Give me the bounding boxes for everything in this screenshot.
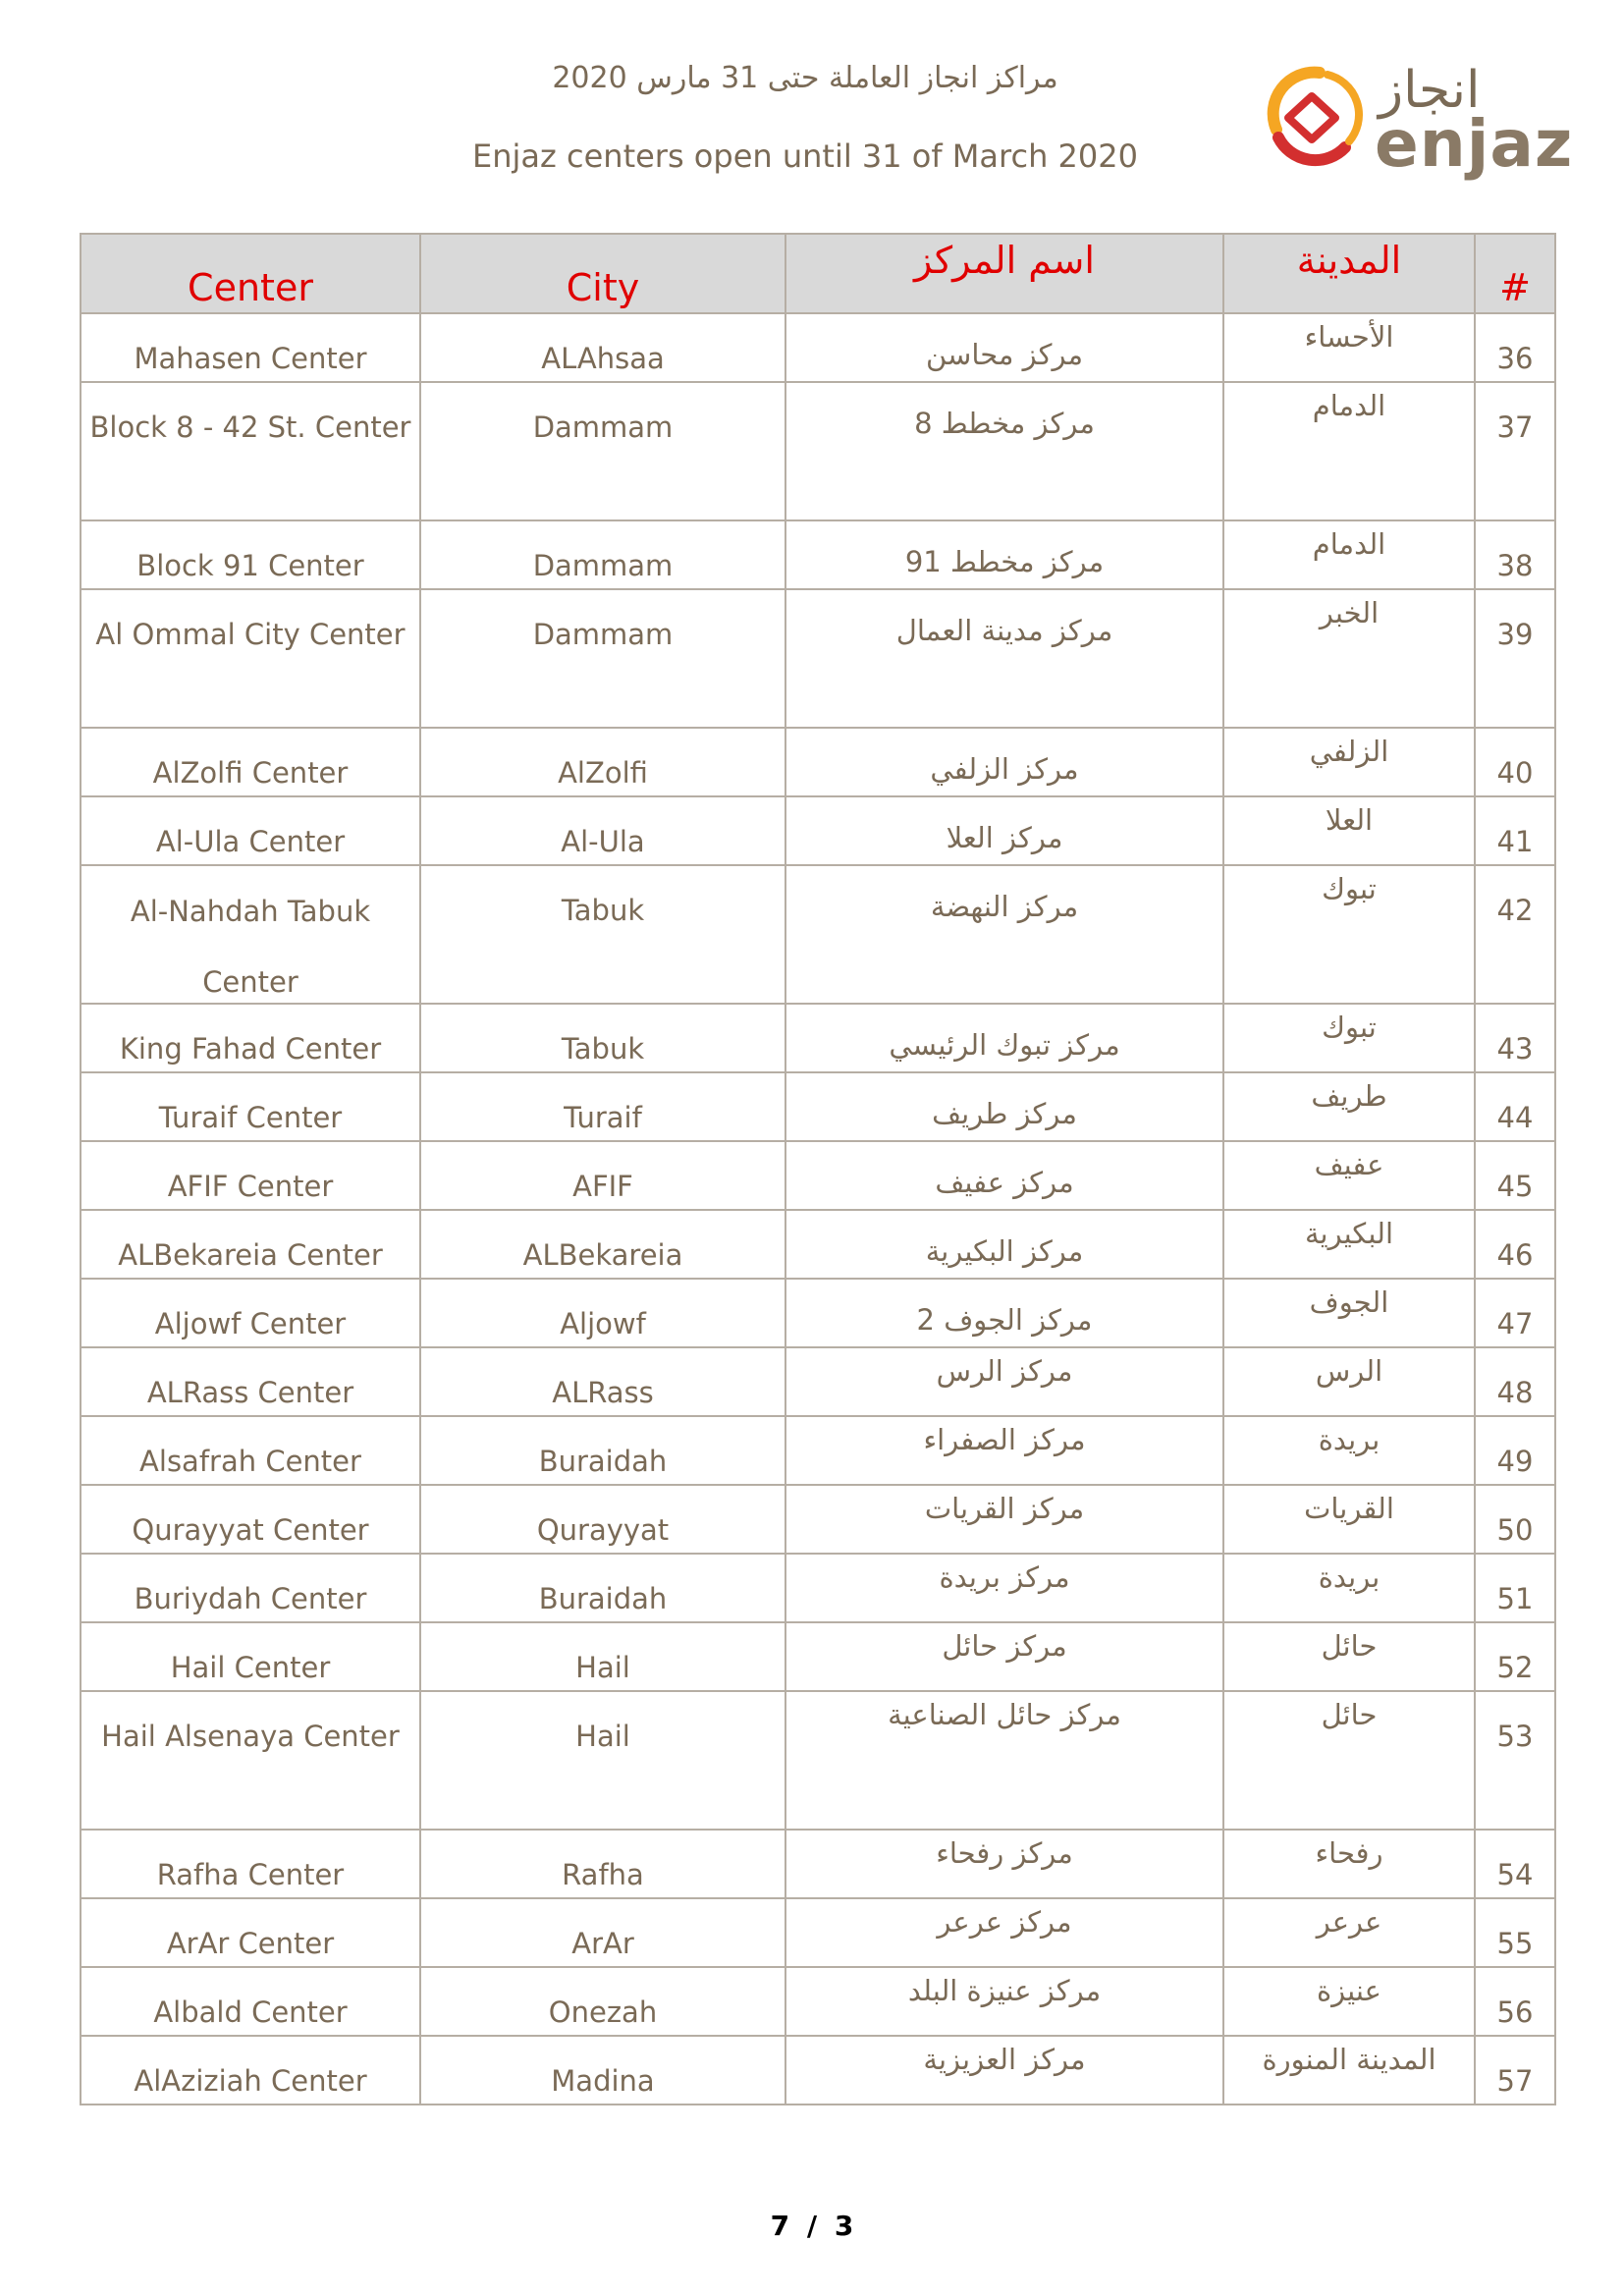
cell-center-name-arabic [785, 1898, 1223, 1967]
table-row [81, 1416, 1555, 1485]
cell-city-text: Dammam [532, 618, 674, 651]
cell-center-name-arabic [785, 1347, 1223, 1416]
cell-number [1475, 1830, 1555, 1898]
cell-center-text: AlZolfi Center [152, 756, 349, 790]
cell-number-text: 54 [1496, 1858, 1534, 1891]
cell-city-arabic [1223, 1072, 1475, 1141]
cell-number-text: 44 [1496, 1101, 1534, 1134]
cell-number-text: 37 [1496, 410, 1534, 444]
cell-center-name-arabic-text: مركز الزلفي [930, 752, 1079, 786]
cell-city-arabic-text: رفحاء [1315, 1836, 1383, 1870]
cell-city-arabic-text: طريف [1311, 1079, 1387, 1113]
header-city-arabic: المدينة [1223, 234, 1475, 313]
cell-center-name-arabic-text: مركز مخطط 8 [914, 407, 1095, 440]
header-city: City [420, 234, 785, 313]
cell-city-arabic [1223, 1004, 1475, 1072]
cell-city-arabic-text: الزلفي [1309, 735, 1389, 768]
cell-center-text: Alsafrah Center [139, 1445, 361, 1478]
cell-city-arabic-text: عرعر [1316, 1905, 1382, 1939]
cell-city-arabic [1223, 1279, 1475, 1347]
cell-city [420, 1485, 785, 1554]
cell-city [420, 1347, 785, 1416]
cell-city-arabic [1223, 1416, 1475, 1485]
cell-city-arabic-text: عفيف [1314, 1148, 1384, 1181]
cell-number [1475, 1072, 1555, 1141]
cell-center-name-arabic [785, 1210, 1223, 1279]
cell-center-text: ArAr Center [166, 1927, 335, 1960]
cell-number [1475, 1622, 1555, 1691]
cell-city-text: Dammam [532, 410, 674, 444]
table-row [81, 1691, 1555, 1830]
cell-city [420, 1004, 785, 1072]
cell-center-name-arabic-text: مركز النهضة [930, 890, 1079, 923]
cell-center-name-arabic [785, 1141, 1223, 1210]
cell-center [81, 865, 420, 1004]
cell-city-arabic-text: الرس [1315, 1354, 1383, 1388]
cell-city-arabic [1223, 1554, 1475, 1622]
cell-city-arabic [1223, 796, 1475, 865]
cell-city-arabic [1223, 1485, 1475, 1554]
cell-center-name-arabic [785, 796, 1223, 865]
cell-number [1475, 1347, 1555, 1416]
cell-center-text: Mahasen Center [134, 342, 367, 375]
cell-number [1475, 1141, 1555, 1210]
cell-city-arabic [1223, 382, 1475, 520]
cell-center [81, 2036, 420, 2105]
cell-center-text: Albald Center [153, 1995, 348, 2029]
table-row [81, 1072, 1555, 1141]
cell-center-name-arabic-text: مركز الرس [936, 1354, 1073, 1388]
cell-number [1475, 2036, 1555, 2105]
table-row [81, 520, 1555, 589]
cell-city [420, 1279, 785, 1347]
logo-text-english: enjaz [1375, 106, 1574, 182]
table-row [81, 1554, 1555, 1622]
cell-center-text: Al-Nahdah Tabuk Center [130, 895, 371, 999]
cell-city [420, 865, 785, 1004]
cell-center-name-arabic-text: مركز حائل الصناعية [888, 1698, 1121, 1731]
cell-city-text: Hail [575, 1651, 630, 1684]
cell-number [1475, 1210, 1555, 1279]
cell-center-name-arabic-text: مركز محاسن [925, 338, 1084, 371]
cell-center-name-arabic-text: مركز رفحاء [936, 1836, 1073, 1870]
cell-center-name-arabic [785, 1072, 1223, 1141]
cell-city-arabic [1223, 313, 1475, 382]
cell-city-arabic-text: المدينة المنورة [1262, 2043, 1436, 2076]
cell-center [81, 1072, 420, 1141]
cell-center-name-arabic [785, 1967, 1223, 2036]
cell-city [420, 2036, 785, 2105]
cell-center-name-arabic [785, 865, 1223, 1004]
cell-number [1475, 796, 1555, 865]
table-row [81, 1279, 1555, 1347]
cell-center [81, 1485, 420, 1554]
cell-number [1475, 382, 1555, 520]
cell-center-text: ALBekareia Center [118, 1238, 383, 1272]
cell-center [81, 1622, 420, 1691]
cell-center [81, 728, 420, 796]
cell-number [1475, 313, 1555, 382]
cell-number-text: 45 [1496, 1170, 1534, 1203]
cell-number-text: 46 [1496, 1238, 1534, 1272]
cell-number-text: 50 [1496, 1513, 1534, 1547]
cell-center [81, 1210, 420, 1279]
cell-number-text: 38 [1496, 549, 1534, 582]
cell-city-arabic [1223, 1210, 1475, 1279]
cell-center-text: AlAziziah Center [134, 2064, 367, 2098]
cell-city-text: Turaif [564, 1101, 642, 1134]
cell-city-arabic [1223, 2036, 1475, 2105]
cell-city [420, 1210, 785, 1279]
cell-center-name-arabic [785, 1004, 1223, 1072]
header-center: Center [81, 234, 420, 313]
centers-table [80, 233, 1556, 2105]
cell-center-name-arabic-text: مركز الجوف 2 [916, 1303, 1093, 1337]
cell-city-arabic-text: البكيرية [1304, 1217, 1394, 1250]
cell-number [1475, 728, 1555, 796]
cell-number-text: 39 [1496, 618, 1534, 651]
cell-number-text: 48 [1496, 1376, 1534, 1409]
cell-center-name-arabic [785, 520, 1223, 589]
cell-center-name-arabic-text: مركز بريدة [939, 1560, 1070, 1594]
cell-city [420, 1830, 785, 1898]
cell-city-text: Tabuk [561, 894, 645, 927]
cell-city [420, 382, 785, 520]
cell-city-arabic [1223, 1347, 1475, 1416]
cell-center [81, 796, 420, 865]
cell-city-text: ALAhsaa [541, 342, 665, 375]
cell-city [420, 1141, 785, 1210]
cell-number [1475, 1279, 1555, 1347]
cell-number-text: 43 [1496, 1032, 1534, 1066]
cell-city-arabic-text: تبوك [1322, 1011, 1377, 1044]
cell-center-name-arabic-text: مركز عفيف [935, 1166, 1074, 1199]
cell-city-arabic-text: حائل [1321, 1629, 1378, 1663]
header-number: # [1475, 234, 1555, 313]
cell-center [81, 1898, 420, 1967]
cell-city-text: Al-Ula [561, 825, 645, 858]
cell-center-name-arabic-text: مركز عنيزة البلد [907, 1974, 1102, 2007]
cell-city-arabic [1223, 1898, 1475, 1967]
cell-city-arabic [1223, 728, 1475, 796]
cell-center-name-arabic-text: مركز مخطط 91 [904, 545, 1105, 578]
cell-city-arabic-text: الدمام [1312, 389, 1386, 422]
cell-number [1475, 520, 1555, 589]
cell-number-text: 56 [1496, 1995, 1534, 2029]
cell-number-text: 57 [1496, 2064, 1534, 2098]
cell-city-text: Qurayyat [536, 1513, 670, 1547]
cell-city-text: Rafha [562, 1858, 644, 1891]
cell-center-text: Al-Ula Center [155, 825, 346, 858]
table-row [81, 382, 1555, 520]
cell-number-text: 42 [1496, 894, 1534, 927]
cell-center-text: Qurayyat Center [132, 1513, 369, 1547]
cell-city [420, 1622, 785, 1691]
cell-city-arabic-text: الخبر [1319, 596, 1380, 629]
cell-center-text: ALRass Center [146, 1376, 354, 1409]
cell-center-name-arabic [785, 1416, 1223, 1485]
cell-city [420, 520, 785, 589]
cell-city-arabic-text: القريات [1304, 1492, 1394, 1525]
cell-center-name-arabic [785, 313, 1223, 382]
cell-center-text: Turaif Center [158, 1101, 343, 1134]
cell-number [1475, 1004, 1555, 1072]
cell-center-name-arabic [785, 1622, 1223, 1691]
cell-center [81, 1416, 420, 1485]
table-header-row [81, 234, 1555, 313]
table-row [81, 589, 1555, 728]
cell-city [420, 313, 785, 382]
cell-center-name-arabic [785, 1485, 1223, 1554]
cell-number [1475, 1485, 1555, 1554]
cell-number [1475, 1691, 1555, 1830]
cell-center [81, 1830, 420, 1898]
cell-city-arabic-text: الأحساء [1304, 320, 1394, 354]
cell-city-text: Dammam [532, 549, 674, 582]
cell-number [1475, 1416, 1555, 1485]
cell-number-text: 49 [1496, 1445, 1534, 1478]
cell-city-text: Buraidah [538, 1582, 668, 1615]
cell-city-arabic-text: الدمام [1312, 527, 1386, 561]
cell-city-arabic-text: العلا [1325, 803, 1374, 837]
cell-city-arabic-text: الجوف [1309, 1285, 1389, 1319]
cell-city-text: ArAr [571, 1927, 634, 1960]
cell-city-arabic [1223, 1622, 1475, 1691]
cell-center [81, 1691, 420, 1830]
table-row [81, 865, 1555, 1004]
cell-city [420, 796, 785, 865]
cell-city-arabic [1223, 1967, 1475, 2036]
cell-city-text: AlZolfi [558, 756, 648, 790]
cell-city-arabic-text: حائل [1321, 1698, 1378, 1731]
cell-center [81, 1554, 420, 1622]
logo-text-arabic: انجاز [1379, 61, 1481, 120]
cell-center [81, 520, 420, 589]
enjaz-logo [1259, 61, 1574, 182]
cell-city [420, 1416, 785, 1485]
cell-number-text: 51 [1496, 1582, 1534, 1615]
page-title-arabic: مراكز انجاز العاملة حتى 31 مارس 2020 [552, 61, 1058, 95]
cell-city-arabic [1223, 865, 1475, 1004]
cell-center-text: Block 8 - 42 St. Center [89, 410, 411, 444]
table-row [81, 1485, 1555, 1554]
cell-center-name-arabic [785, 1279, 1223, 1347]
cell-number-text: 36 [1496, 342, 1534, 375]
cell-center-text: Rafha Center [156, 1858, 345, 1891]
cell-number-text: 47 [1496, 1307, 1534, 1340]
header-center-name-arabic: اسم المركز [785, 234, 1223, 313]
cell-number [1475, 1554, 1555, 1622]
cell-center-text: Hail Alsenaya Center [101, 1720, 400, 1753]
cell-center-text: Al Ommal City Center [95, 618, 406, 651]
cell-center-name-arabic-text: مركز تبوك الرئيسي [889, 1028, 1120, 1062]
cell-city [420, 1072, 785, 1141]
cell-city-text: ALRass [552, 1376, 654, 1409]
cell-city-arabic-text: بريدة [1318, 1423, 1380, 1456]
cell-city-text: Aljowf [560, 1307, 646, 1340]
cell-center-text: Aljowf Center [154, 1307, 347, 1340]
cell-city-text: Tabuk [561, 1032, 645, 1066]
cell-city-text: AFIF [572, 1170, 633, 1203]
cell-city [420, 728, 785, 796]
cell-center-name-arabic-text: مركز البكيرية [925, 1234, 1084, 1268]
cell-center-name-arabic-text: مركز العلا [946, 821, 1063, 854]
cell-center-name-arabic-text: مركز طريف [932, 1097, 1077, 1130]
cell-number-text: 41 [1496, 825, 1534, 858]
cell-city [420, 589, 785, 728]
cell-center [81, 1004, 420, 1072]
cell-city-text: ALBekareia [522, 1238, 683, 1272]
cell-center [81, 382, 420, 520]
cell-number [1475, 865, 1555, 1004]
cell-center-name-arabic [785, 1691, 1223, 1830]
cell-city-arabic [1223, 1830, 1475, 1898]
page-title-english: Enjaz centers open until 31 of March 2020 [472, 137, 1138, 175]
cell-center [81, 1141, 420, 1210]
table-row [81, 796, 1555, 865]
table-row [81, 1210, 1555, 1279]
cell-city-text: Onezah [548, 1995, 658, 2029]
cell-center [81, 313, 420, 382]
cell-number-text: 53 [1496, 1720, 1534, 1753]
cell-city-text: Madina [551, 2064, 655, 2098]
cell-city-arabic [1223, 520, 1475, 589]
cell-center [81, 589, 420, 728]
cell-center [81, 1967, 420, 2036]
cell-center-name-arabic-text: مركز الصفراء [923, 1423, 1086, 1456]
table-row [81, 1622, 1555, 1691]
cell-center-name-arabic [785, 382, 1223, 520]
enjaz-logo-icon [1259, 61, 1367, 179]
cell-center-name-arabic [785, 1830, 1223, 1898]
cell-city [420, 1967, 785, 2036]
cell-center [81, 1279, 420, 1347]
cell-city-arabic-text: عنيزة [1316, 1974, 1381, 2007]
cell-center-name-arabic-text: مركز عرعر [937, 1905, 1072, 1939]
table-row [81, 1898, 1555, 1967]
table-row [81, 2036, 1555, 2105]
cell-center-name-arabic-text: مركز مدينة العمال [895, 614, 1113, 647]
cell-center-name-arabic [785, 728, 1223, 796]
cell-number-text: 40 [1496, 756, 1534, 790]
cell-city-arabic-text: بريدة [1318, 1560, 1380, 1594]
table-row [81, 1967, 1555, 2036]
cell-center-text: King Fahad Center [119, 1032, 382, 1066]
cell-center-name-arabic [785, 2036, 1223, 2105]
table-row [81, 728, 1555, 796]
cell-number [1475, 1898, 1555, 1967]
cell-number-text: 52 [1496, 1651, 1534, 1684]
table-row [81, 1141, 1555, 1210]
cell-center-name-arabic-text: مركز القريات [924, 1492, 1085, 1525]
cell-city [420, 1554, 785, 1622]
cell-center-text: Block 91 Center [136, 549, 364, 582]
cell-center-text: AFIF Center [167, 1170, 334, 1203]
cell-number [1475, 589, 1555, 728]
cell-city-arabic [1223, 589, 1475, 728]
cell-center [81, 1347, 420, 1416]
table-body [81, 313, 1555, 2105]
page-number: 7 / 3 [770, 2210, 854, 2242]
table-row [81, 1347, 1555, 1416]
cell-city [420, 1898, 785, 1967]
cell-center-name-arabic [785, 1554, 1223, 1622]
cell-center-name-arabic-text: مركز العزيزية [923, 2043, 1086, 2076]
cell-city-arabic-text: تبوك [1322, 872, 1377, 905]
cell-number-text: 55 [1496, 1927, 1534, 1960]
cell-center-name-arabic-text: مركز حائل [942, 1629, 1067, 1663]
cell-number [1475, 1967, 1555, 2036]
cell-center-text: Buriydah Center [134, 1582, 367, 1615]
cell-city-text: Buraidah [538, 1445, 668, 1478]
cell-center-name-arabic [785, 589, 1223, 728]
table-row [81, 313, 1555, 382]
cell-city-arabic [1223, 1691, 1475, 1830]
table-row [81, 1004, 1555, 1072]
table-row [81, 1830, 1555, 1898]
cell-center-text: Hail Center [170, 1651, 331, 1684]
cell-city-text: Hail [575, 1720, 630, 1753]
cell-city [420, 1691, 785, 1830]
cell-city-arabic [1223, 1141, 1475, 1210]
